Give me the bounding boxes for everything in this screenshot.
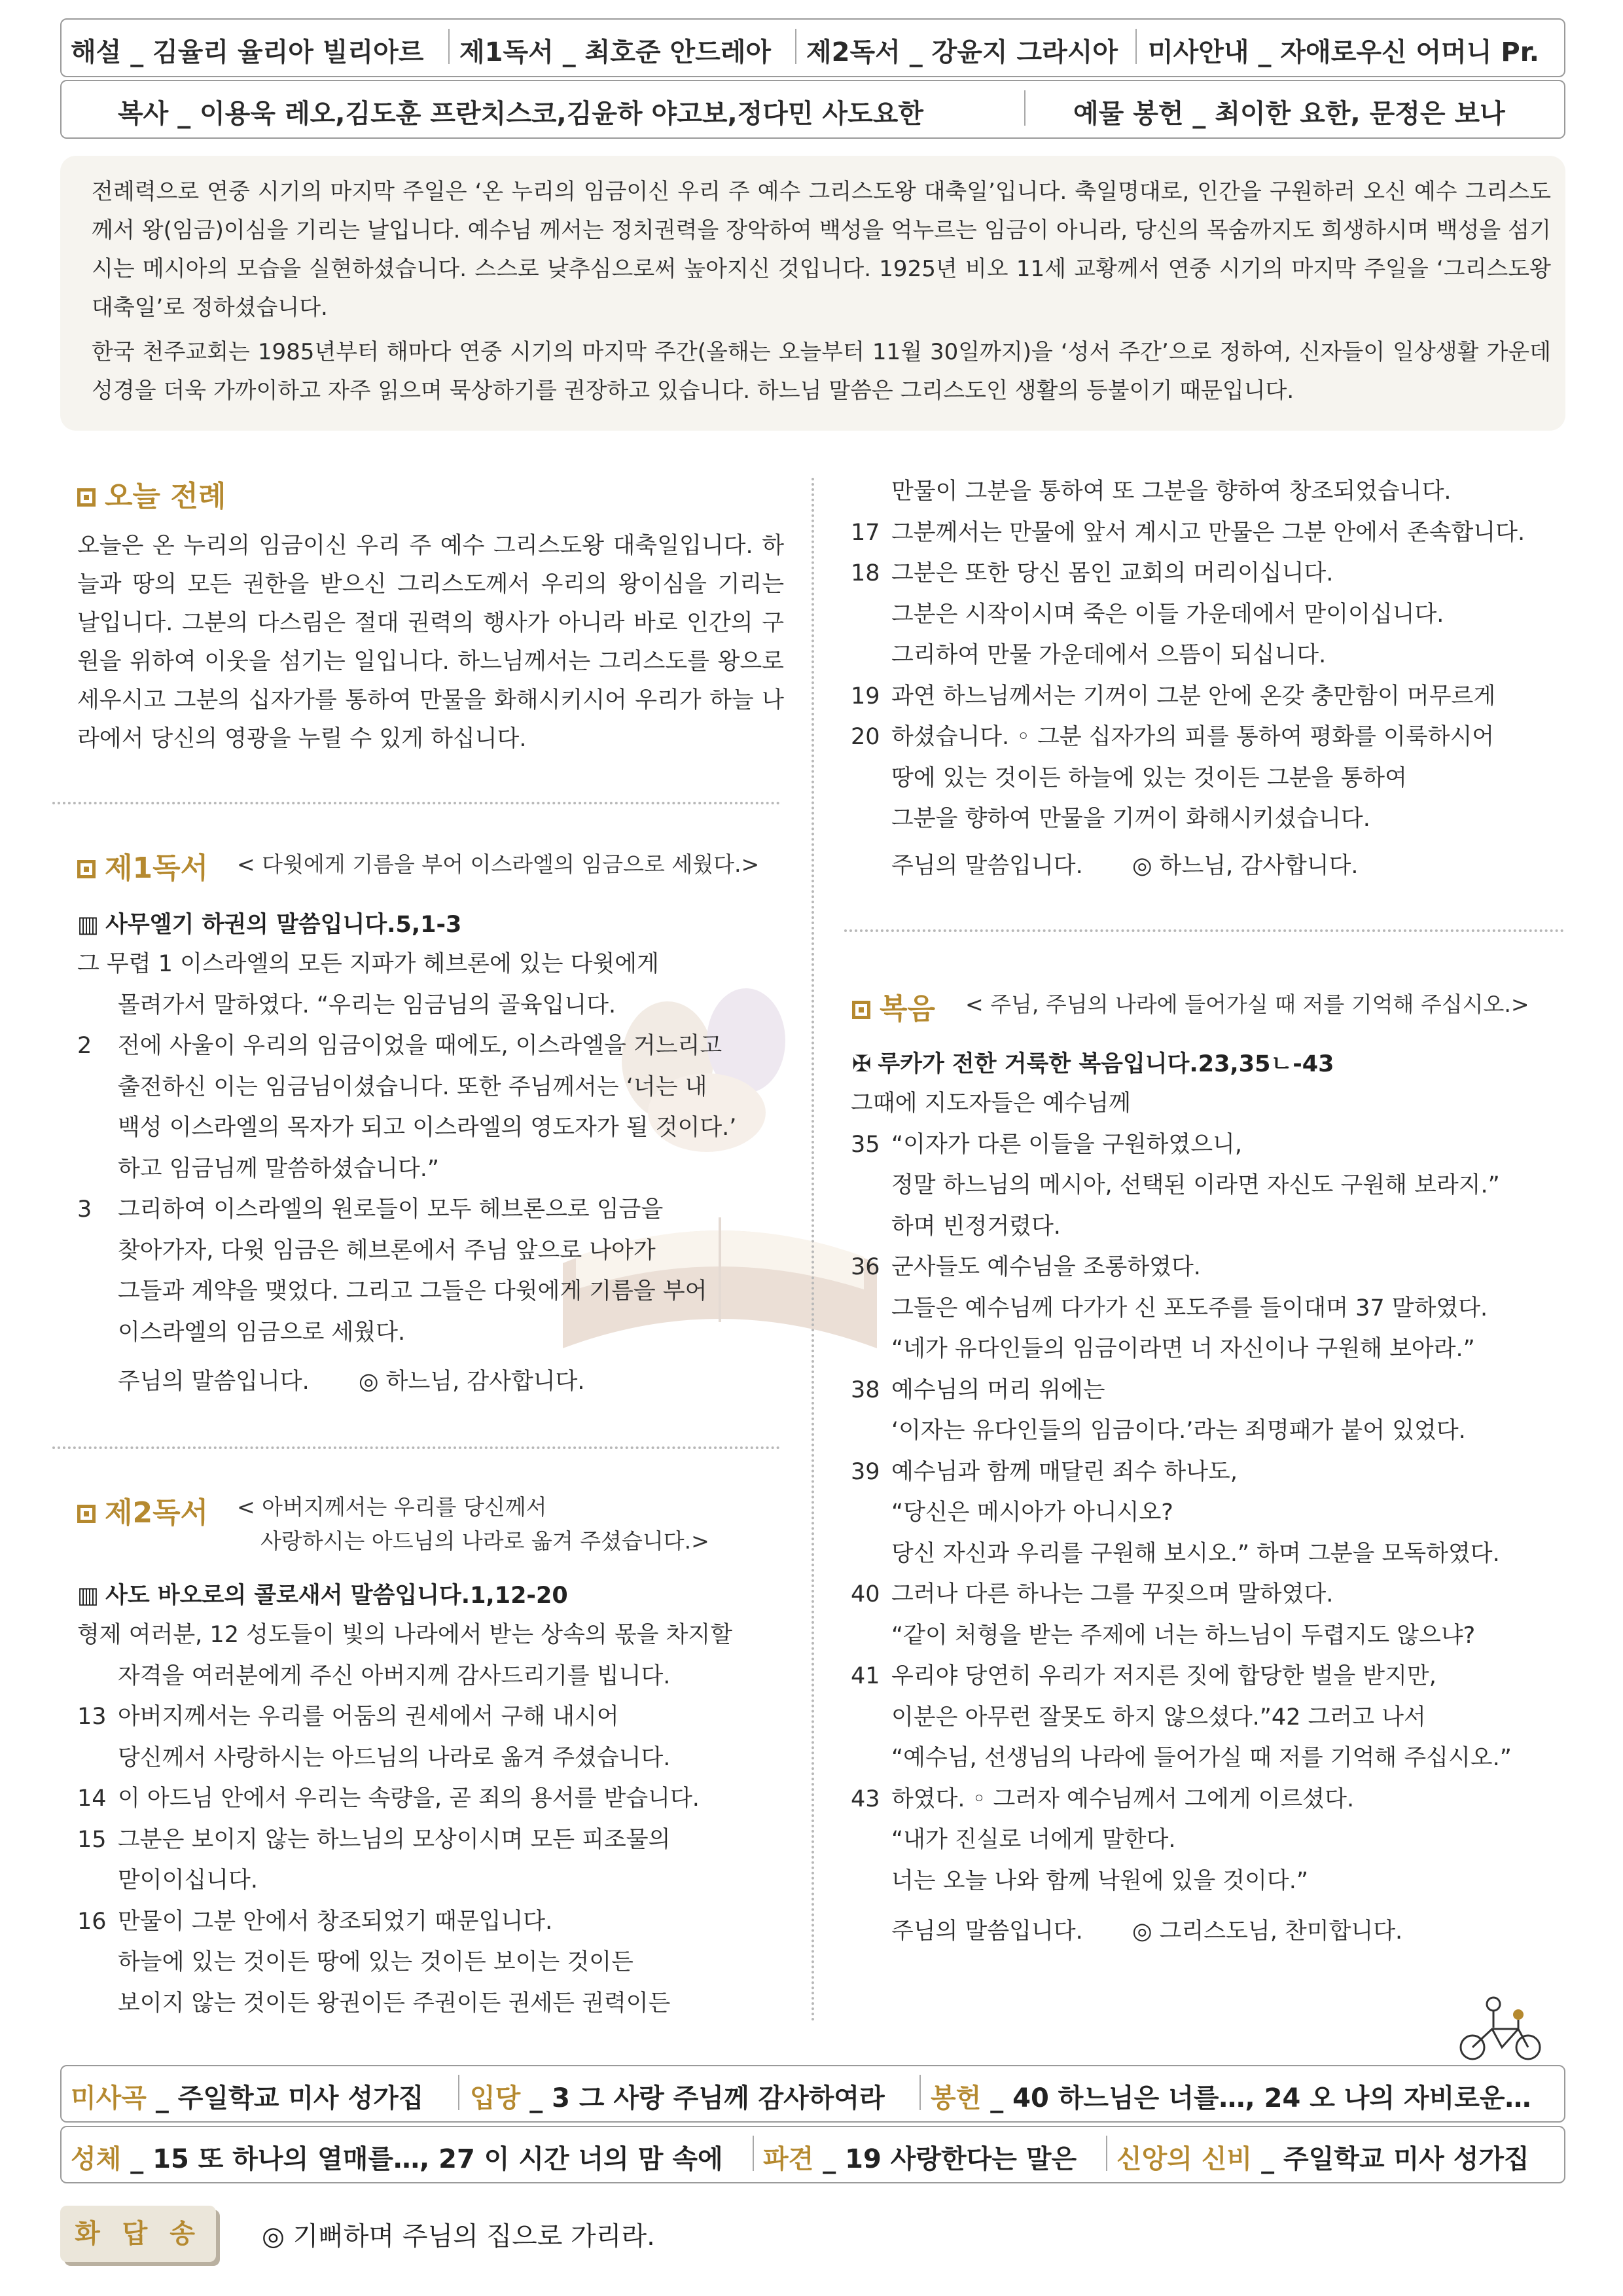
- reading2-continued-lines: [851, 471, 1571, 840]
- music-dismissal: 파견 _ 19 사랑한다는 말은: [763, 2144, 1077, 2174]
- verse-line: [77, 985, 797, 1026]
- header-divider: [795, 29, 796, 64]
- verse-text: 당신 자신과 우리를 구원해 보시오.” 하며 그분을 모독하였다.: [891, 1540, 1500, 1567]
- gospel-closing: 주님의 말씀입니다.: [891, 1918, 1083, 1945]
- verse-line: [77, 1107, 797, 1149]
- verse-text: 하였다. ◦ 그러자 예수님께서 그에게 이르셨다.: [891, 1785, 1355, 1812]
- verse-text: 형제 여러분, 12 성도들이 빛의 나라에서 받는 상속의 몫을 차지할: [77, 1622, 733, 1648]
- verse-text: “이자가 다른 이들을 구원하였으니,: [891, 1131, 1242, 1158]
- header-divider: [1024, 90, 1026, 126]
- verse-line: [851, 1083, 1571, 1124]
- music-communion: 성체 _ 15 또 하나의 열매를…, 27 이 시간 너의 맘 속에: [71, 2144, 723, 2174]
- verse-line: [851, 1247, 1571, 1288]
- verse-text: 그들과 계약을 맺었다. 그리고 그들은 다윗에게 기름을 부어: [118, 1278, 707, 1304]
- verse-text: 이분은 아무런 잘못도 하지 않으셨다.”42 그러고 나서: [891, 1704, 1426, 1731]
- verse-line: [851, 635, 1571, 676]
- verse-number: 15: [77, 1826, 107, 1853]
- intro-paragraph-2: 한국 천주교회는 1985년부터 해마다 연중 시기의 마지막 주간(올해는 오늘부터 11월 30일까지)을 ‘성서 주간’으로 정하여, 신자들이 일상생활 가운데 성경을 더욱 가까이하고 자주 읽으며 묵상하기를 권장하고 있습니다. 하느님 말씀은 그리스도인 생활의 등불이기 때문입니다.: [92, 339, 1551, 404]
- verse-line: [851, 1124, 1571, 1166]
- verse-text: 우리야 당연히 우리가 저지른 짓에 합당한 벌을 받지만,: [891, 1663, 1436, 1689]
- verse-number: 17: [851, 519, 880, 546]
- verse-text: 예수님의 머리 위에는: [891, 1376, 1105, 1403]
- reading2-subtitle-2: 사랑하시는 아드님의 나라로 옮겨 주셨습니다.>: [260, 1528, 709, 1554]
- gospel-title: 복음: [852, 985, 935, 1027]
- verse-line: [851, 1738, 1571, 1779]
- verse-line: [851, 1779, 1571, 1820]
- gospel-source: ✠ 루카가 전한 거룩한 복음입니다.23,35ㄴ-43: [852, 1051, 1334, 1077]
- verse-text: 몰려가서 말하였다. “우리는 임금님의 골육입니다.: [118, 992, 616, 1018]
- verse-text: 땅에 있는 것이든 하늘에 있는 것이든 그분을 통하여: [891, 764, 1407, 791]
- music-divider: [919, 2075, 921, 2110]
- reading2-closing: 주님의 말씀입니다.: [891, 853, 1083, 879]
- verse-line: [77, 1026, 797, 1067]
- verse-text: ‘이자는 유다인들의 임금이다.’라는 죄명패가 붙어 있었다.: [891, 1418, 1466, 1444]
- section-divider: [844, 929, 1564, 932]
- verse-text: 전에 사울이 우리의 임금이었을 때에도, 이스라엘을 거느리고: [118, 1033, 722, 1059]
- header-divider: [1135, 29, 1137, 64]
- verse-line: [77, 1942, 797, 1983]
- verse-line: [77, 1271, 797, 1312]
- section-divider: [52, 802, 780, 804]
- verse-text: 백성 이스라엘의 목자가 되고 이스라엘의 영도자가 될 것이다.’: [118, 1115, 737, 1141]
- verse-line: [851, 1452, 1571, 1493]
- verse-text: 보이지 않는 것이든 왕권이든 주권이든 권세든 권력이든: [118, 1990, 671, 2017]
- music-divider: [753, 2136, 754, 2171]
- verse-text: 그리하여 이스라엘의 원로들이 모두 헤브론으로 임금을: [118, 1196, 664, 1223]
- verse-line: [77, 1860, 797, 1901]
- bicycle-illustration-icon: [1453, 1990, 1551, 2062]
- verse-line: [851, 471, 1571, 512]
- verse-number: 3: [77, 1196, 92, 1223]
- intro-paragraph-1: 전례력으로 연중 시기의 마지막 주일은 ‘온 누리의 임금이신 우리 주 예수 그리스도왕 대축일’입니다. 축일명대로, 인간을 구원하러 오신 예수 그리스도께서 왕(임금)이심을 기리는 날입니다. 예수님 께서는 정치권력을 장악하여 백성을 억누르는 임금이 아니라, 당신의 목숨까지도 희생하시며 백성을 섬기시는 메시아의 모습을 실현하셨습니다. 스스로 낮추심으로써 높아지신 것입니다. 1925년 비오 11세 교황께서 연중 시기의 마지막 주일을 ‘그리스도왕 대축일’로 정하셨습니다.: [92, 179, 1551, 321]
- verse-line: [851, 1492, 1571, 1534]
- music-mystery-of-faith: 신앙의 신비 _ 주일학교 미사 성가집: [1116, 2144, 1529, 2174]
- verse-line: [77, 1312, 797, 1354]
- header-guide: 미사안내 _ 자애로우신 어머니 Pr.: [1148, 37, 1539, 67]
- verse-line: [77, 1067, 797, 1108]
- today-liturgy-title: 오늘 전례: [77, 473, 226, 514]
- verse-line: [851, 1329, 1571, 1370]
- verse-text: 당신께서 사랑하시는 아드님의 나라로 옮겨 주셨습니다.: [118, 1744, 671, 1771]
- verse-text: 출전하신 이는 임금님이셨습니다. 또한 주님께서는 ‘너는 내: [118, 1073, 707, 1100]
- verse-line: [851, 1615, 1571, 1657]
- header-servers: 복사 _ 이용욱 레오,김도훈 프란치스코,김윤하 야고보,정다민 사도요한: [118, 99, 924, 129]
- verse-text: “예수님, 선생님의 나라에 들어가실 때 저를 기억해 주십시오.”: [891, 1745, 1512, 1771]
- header-reader2: 제2독서 _ 강윤지 그라시아: [806, 37, 1118, 67]
- verse-line: [77, 1615, 797, 1656]
- header-commentator: 해설 _ 김율리 율리아 빌리아르: [71, 37, 424, 67]
- music-entrance: 입당 _ 3 그 사랑 주님께 감사하여라: [470, 2083, 885, 2113]
- verse-text: 이스라엘의 임금으로 세웠다.: [118, 1319, 406, 1346]
- verse-text: “내가 진실로 너에게 말한다.: [891, 1827, 1176, 1853]
- verse-line: [77, 1696, 797, 1738]
- verse-text: 하고 임금님께 말씀하셨습니다.”: [118, 1155, 440, 1182]
- verse-line: [77, 1189, 797, 1230]
- music-offertory: 봉헌 _ 40 하느님은 너를…, 24 오 나의 자비로운…: [931, 2083, 1531, 2113]
- verse-line: [77, 1901, 797, 1943]
- verse-line: [77, 1656, 797, 1697]
- gospel-lines: [851, 1083, 1571, 1901]
- reading2-response: ◎ 하느님, 감사합니다.: [1132, 853, 1359, 879]
- reading2-lines: [77, 1615, 797, 2024]
- verse-text: 그분은 또한 당신 몸인 교회의 머리이십니다.: [891, 560, 1334, 586]
- verse-number: 35: [851, 1131, 880, 1158]
- verse-number: 41: [851, 1663, 880, 1689]
- column-divider: [812, 478, 814, 2022]
- verse-line: [851, 1288, 1571, 1329]
- reading1-subtitle: < 다윗에게 기름을 부어 이스라엘의 임금으로 세웠다.>: [237, 852, 760, 877]
- verse-text: 그들은 예수님께 다가가 신 포도주를 들이대며 37 말하였다.: [891, 1295, 1488, 1321]
- verse-number: 13: [77, 1704, 107, 1730]
- verse-number: 14: [77, 1785, 107, 1812]
- verse-line: [851, 758, 1571, 799]
- verse-number: 18: [851, 560, 880, 586]
- reading1-title: 제1독서: [77, 844, 208, 886]
- verse-number: 16: [77, 1908, 107, 1935]
- verse-text: 만물이 그분 안에서 창조되었기 때문입니다.: [118, 1908, 553, 1935]
- verse-line: [851, 1697, 1571, 1738]
- reading2-title: 제2독서: [77, 1489, 208, 1531]
- verse-text: 예수님과 함께 매달린 죄수 하나도,: [891, 1458, 1238, 1485]
- verse-number: 40: [851, 1581, 880, 1607]
- verse-line: [851, 1370, 1571, 1411]
- verse-text: 맏이이십니다.: [118, 1867, 258, 1893]
- verse-line: [851, 512, 1571, 554]
- verse-text: 너는 오늘 나와 함께 낙원에 있을 것이다.”: [891, 1867, 1308, 1894]
- verse-text: 그분은 보이지 않는 하느님의 모상이시며 모든 피조물의: [118, 1826, 671, 1853]
- verse-text: 그리하여 만물 가운데에서 으뜸이 되십니다.: [891, 642, 1327, 668]
- reading2-subtitle-1: < 아버지께서는 우리를 당신께서: [237, 1494, 547, 1520]
- header-offering: 예물 봉헌 _ 최이한 요한, 문정은 보나: [1073, 99, 1505, 129]
- verse-text: “같이 처형을 받는 주제에 너는 하느님이 두렵지도 않으냐?: [891, 1622, 1476, 1649]
- verse-line: [77, 1149, 797, 1190]
- verse-line: [77, 1983, 797, 2024]
- verse-number: 20: [851, 724, 880, 750]
- verse-text: 그 무렵 1 이스라엘의 모든 지파가 헤브론에 있는 다윗에게: [77, 951, 659, 977]
- music-mass: 미사곡 _ 주일학교 미사 성가집: [71, 2083, 424, 2113]
- verse-text: 아버지께서는 우리를 어둠의 권세에서 구해 내시어: [118, 1704, 619, 1730]
- verse-text: “당신은 메시아가 아니시오?: [891, 1499, 1173, 1526]
- verse-text: 그분을 향하여 만물을 기꺼이 화해시키셨습니다.: [891, 806, 1370, 832]
- verse-line: [851, 553, 1571, 594]
- verse-text: 하셨습니다. ◦ 그분 십자가의 피를 통하여 평화를 이룩하시어: [891, 724, 1495, 750]
- verse-line: [851, 1861, 1571, 1902]
- reading1-closing: 주님의 말씀입니다.: [118, 1369, 310, 1395]
- verse-text: 이 아드님 안에서 우리는 속량을, 곧 죄의 용서를 받습니다.: [118, 1785, 700, 1812]
- today-liturgy-text: 오늘은 온 누리의 임금이신 우리 주 예수 그리스도왕 대축일입니다. 하늘과 땅의 모든 권한을 받으신 그리스도께서 우리의 왕이심을 기리는 날입니다. 그분의 다스림은 절대 권력의 행사가 아니라 바로 인간의 구원을 위하여 이웃을 섬기는 일입니다. 하느님께서는 그리스도를 왕으로 세우시고 그분의 십자가를 통하여 만물을 화해시키시어 우리가 하늘 나라에서 당신의 영광을 누릴 수 있게 하십니다.: [77, 533, 784, 752]
- verse-line: [851, 717, 1571, 758]
- verse-text: 자격을 여러분에게 주신 아버지께 감사드리기를 빕니다.: [118, 1662, 671, 1689]
- psalm-label: 화 답 송: [60, 2206, 216, 2262]
- reading2-source: ▥ 사도 바오로의 콜로새서 말씀입니다.1,12-20: [77, 1583, 568, 1609]
- verse-line: [851, 1206, 1571, 1247]
- verse-line: [851, 1410, 1571, 1452]
- verse-text: 찾아가자, 다윗 임금은 헤브론에서 주님 앞으로 나아가: [118, 1237, 656, 1264]
- verse-line: [77, 944, 797, 985]
- verse-line: [851, 1656, 1571, 1697]
- verse-text: 그러나 다른 하나는 그를 꾸짖으며 말하였다.: [891, 1581, 1334, 1607]
- section-divider: [52, 1446, 780, 1449]
- verse-line: [851, 1574, 1571, 1615]
- verse-number: 36: [851, 1254, 880, 1280]
- verse-line: [851, 1534, 1571, 1575]
- verse-text: 하며 빈정거렸다.: [891, 1213, 1061, 1240]
- reading1-response: ◎ 하느님, 감사합니다.: [359, 1369, 585, 1395]
- verse-line: [851, 594, 1571, 636]
- verse-text: 그때에 지도자들은 예수님께: [851, 1090, 1131, 1117]
- verse-text: “네가 유다인들의 임금이라면 너 자신이나 구원해 보아라.”: [891, 1336, 1475, 1362]
- verse-number: 43: [851, 1785, 880, 1812]
- psalm-response: ◎ 기뻐하며 주님의 집으로 가리라.: [262, 2221, 655, 2251]
- header-divider: [448, 29, 450, 64]
- verse-text: 군사들도 예수님을 조롱하였다.: [891, 1254, 1201, 1280]
- verse-line: [851, 1820, 1571, 1861]
- verse-line: [77, 1738, 797, 1779]
- header-reader1: 제1독서 _ 최호준 안드레아: [459, 37, 772, 67]
- verse-line: [851, 798, 1571, 840]
- verse-text: 그분께서는 만물에 앞서 계시고 만물은 그분 안에서 존속합니다.: [891, 519, 1525, 546]
- verse-text: 정말 하느님의 메시아, 선택된 이라면 자신도 구원해 보라지.”: [891, 1172, 1500, 1198]
- gospel-response: ◎ 그리스도님, 찬미합니다.: [1132, 1918, 1403, 1945]
- reading1-lines: [77, 944, 797, 1353]
- verse-text: 만물이 그분을 통하여 또 그분을 향하여 창조되었습니다.: [891, 478, 1452, 505]
- verse-number: 39: [851, 1458, 880, 1485]
- verse-number: 2: [77, 1033, 92, 1059]
- verse-line: [851, 676, 1571, 717]
- verse-text: 과연 하느님께서는 기꺼이 그분 안에 온갖 충만함이 머무르게: [891, 683, 1496, 709]
- verse-text: 그분은 시작이시며 죽은 이들 가운데에서 맏이이십니다.: [891, 601, 1444, 628]
- verse-number: 19: [851, 683, 880, 709]
- verse-line: [77, 1778, 797, 1820]
- music-divider: [458, 2075, 459, 2110]
- verse-number: 38: [851, 1376, 880, 1403]
- verse-text: 하늘에 있는 것이든 땅에 있는 것이든 보이는 것이든: [118, 1949, 633, 1975]
- verse-line: [851, 1165, 1571, 1206]
- reading1-source: ▥ 사무엘기 하권의 말씀입니다.5,1-3: [77, 912, 462, 938]
- gospel-subtitle: < 주님, 주님의 나라에 들어가실 때 저를 기억해 주십시오.>: [965, 992, 1529, 1017]
- verse-line: [77, 1230, 797, 1272]
- verse-line: [77, 1820, 797, 1861]
- music-divider: [1106, 2136, 1107, 2171]
